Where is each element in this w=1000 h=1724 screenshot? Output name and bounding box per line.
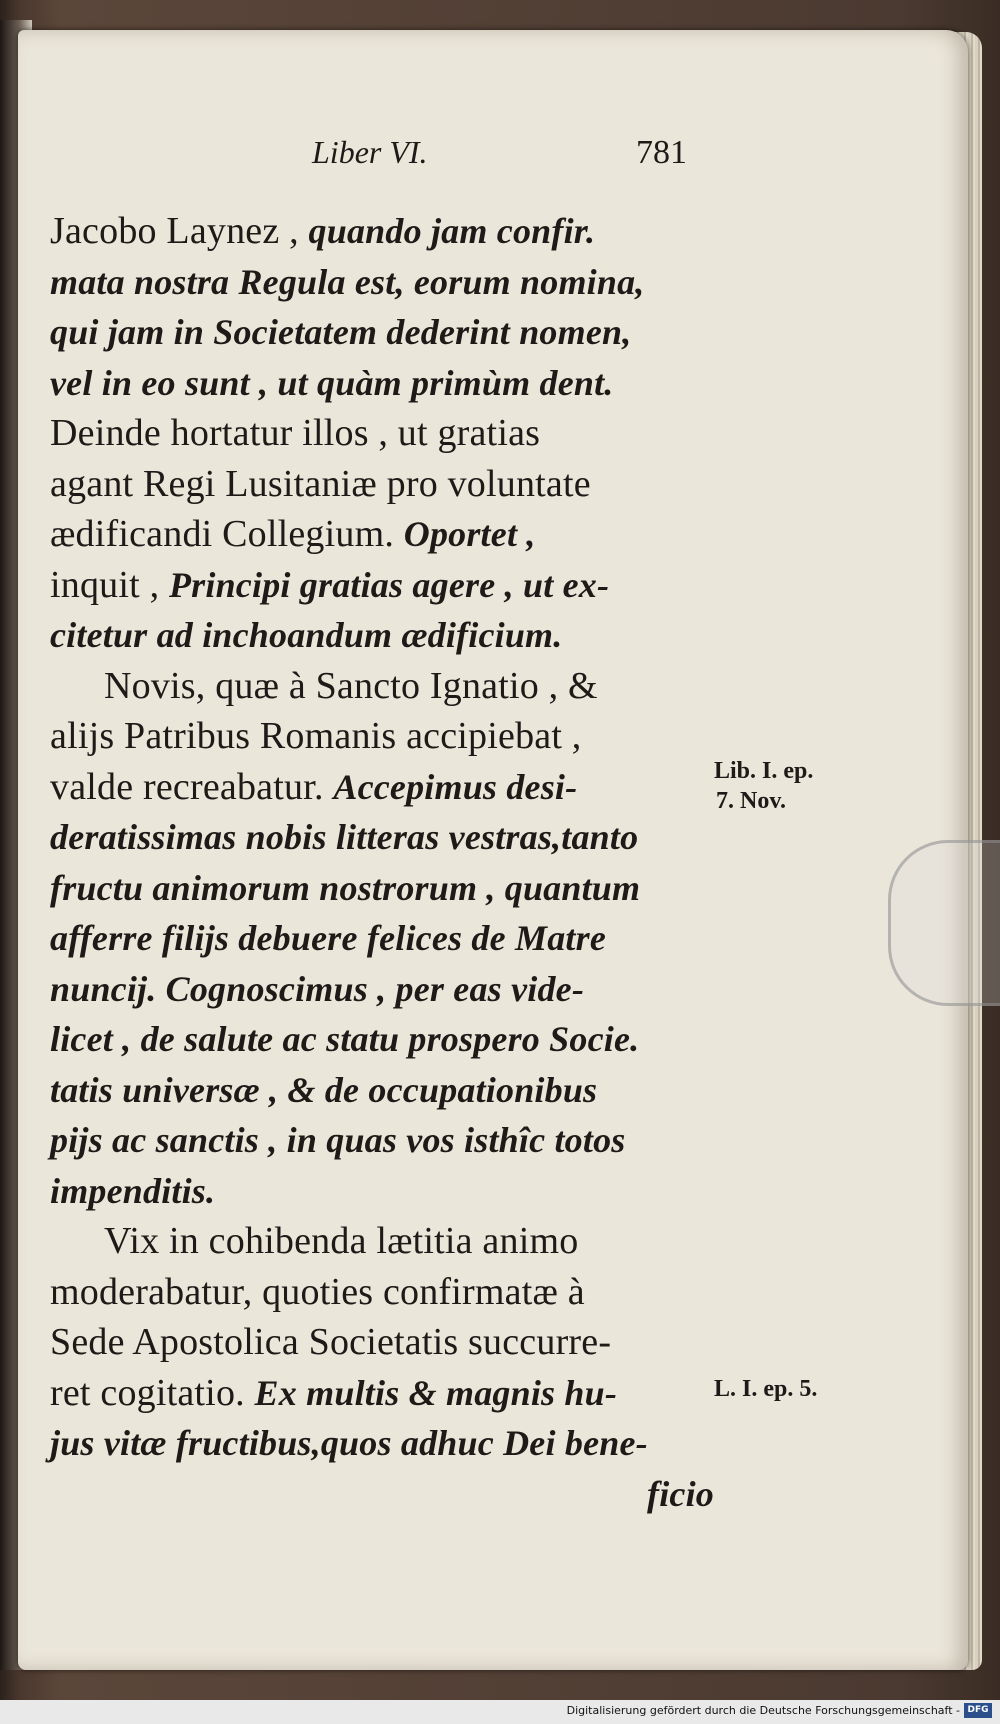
- italic-segment: Accepimus desi-: [333, 766, 578, 807]
- text-line: [50, 711, 720, 762]
- margin-note-1: [714, 756, 813, 816]
- italic-segment: mata nostra Regula est, eorum nomina,: [50, 261, 645, 302]
- margin-note-1-line-1: Lib. I. ep.: [714, 758, 814, 784]
- text-line: [50, 1065, 720, 1116]
- italic-segment: deratissimas nobis litteras vestras,tanto: [50, 817, 639, 857]
- italic-segment: qui jam in Societatem dederint nomen,: [50, 312, 632, 352]
- text-line: [50, 863, 720, 914]
- italic-segment: Principi gratias agere , ut ex-: [168, 564, 610, 605]
- text-line: [50, 358, 720, 409]
- text-line: [50, 812, 720, 863]
- text-line: [50, 1368, 720, 1419]
- text-line: [50, 1317, 720, 1368]
- italic-segment: quando jam confir.: [308, 211, 596, 251]
- dfg-logo: DFG: [964, 1703, 992, 1718]
- text-line: [50, 206, 720, 257]
- roman-segment: ret cogitatio.: [50, 1371, 255, 1414]
- italic-segment: Oportet ,: [403, 514, 536, 554]
- text-line: [50, 964, 720, 1015]
- text-line: [50, 1267, 720, 1318]
- margin-note-2: L. I. ep. 5.: [714, 1376, 818, 1402]
- roman-segment: agant Regi Lusitaniæ pro voluntate: [50, 462, 591, 505]
- italic-segment: tatis universæ , & de occupationibus: [50, 1069, 598, 1110]
- roman-segment: inquit ,: [50, 563, 169, 606]
- italic-segment: licet , de salute ac statu prospero Socie.: [50, 1019, 640, 1059]
- italic-segment: pijs ac sanctis , in quas vos isthîc totos: [50, 1120, 626, 1160]
- text-line: [50, 1469, 720, 1520]
- roman-segment: alijs Patribus Romanis accipiebat ,: [50, 715, 582, 757]
- text-line: [50, 560, 720, 611]
- text-line: [50, 509, 720, 560]
- text-line: [50, 307, 720, 358]
- text-line: [50, 257, 720, 308]
- italic-segment: fructu animorum nostrorum , quantum: [50, 867, 641, 908]
- text-line: [50, 610, 720, 661]
- italic-segment: Ex multis & magnis hu-: [254, 1372, 618, 1413]
- roman-segment: valde recreabatur.: [50, 765, 334, 808]
- text-line: [50, 661, 720, 712]
- body-text: [50, 206, 720, 1519]
- italic-segment: impenditis.: [50, 1170, 216, 1211]
- roman-segment: Sede Apostolica Societatis succurre-: [50, 1321, 612, 1363]
- roman-segment: Deinde hortatur illos , ut gratias: [50, 412, 541, 454]
- margin-note-1-line-2: 7. Nov.: [716, 788, 787, 814]
- italic-segment: jus vitæ fructibus,quos adhuc Dei bene-: [50, 1423, 648, 1463]
- text-line: [50, 913, 720, 964]
- running-head: Liber VI.: [312, 134, 428, 170]
- roman-segment: moderabatur, quoties confirmatæ à: [50, 1270, 585, 1313]
- italic-segment: afferre filijs debuere felices de Matre: [50, 918, 606, 958]
- italic-segment: citetur ad inchoandum ædificium.: [50, 615, 563, 655]
- text-line: [50, 1216, 720, 1267]
- italic-segment: ficio: [647, 1473, 714, 1514]
- roman-segment: ædificandi Collegium.: [50, 513, 404, 555]
- text-line: [50, 408, 720, 459]
- roman-segment: Novis, quæ à Sancto Ignatio , &: [104, 664, 598, 707]
- text-line: [50, 1418, 720, 1469]
- text-line: [50, 762, 720, 813]
- italic-segment: vel in eo sunt , ut quàm primùm dent.: [50, 362, 614, 403]
- page-clip: [888, 840, 1000, 1006]
- page-number: 781: [636, 134, 687, 171]
- text-line: [50, 1014, 720, 1065]
- italic-segment: nuncij. Cognoscimus , per eas vide-: [50, 968, 585, 1009]
- footer-credit: Digitalisierung gefördert durch die Deutsche Forschungsgemeinschaft -: [566, 1704, 960, 1717]
- roman-segment: Jacobo Laynez ,: [50, 210, 309, 252]
- roman-segment: Vix in cohibenda lætitia animo: [104, 1220, 579, 1262]
- text-line: [50, 1166, 720, 1217]
- text-line: [50, 459, 720, 510]
- text-line: [50, 1115, 720, 1166]
